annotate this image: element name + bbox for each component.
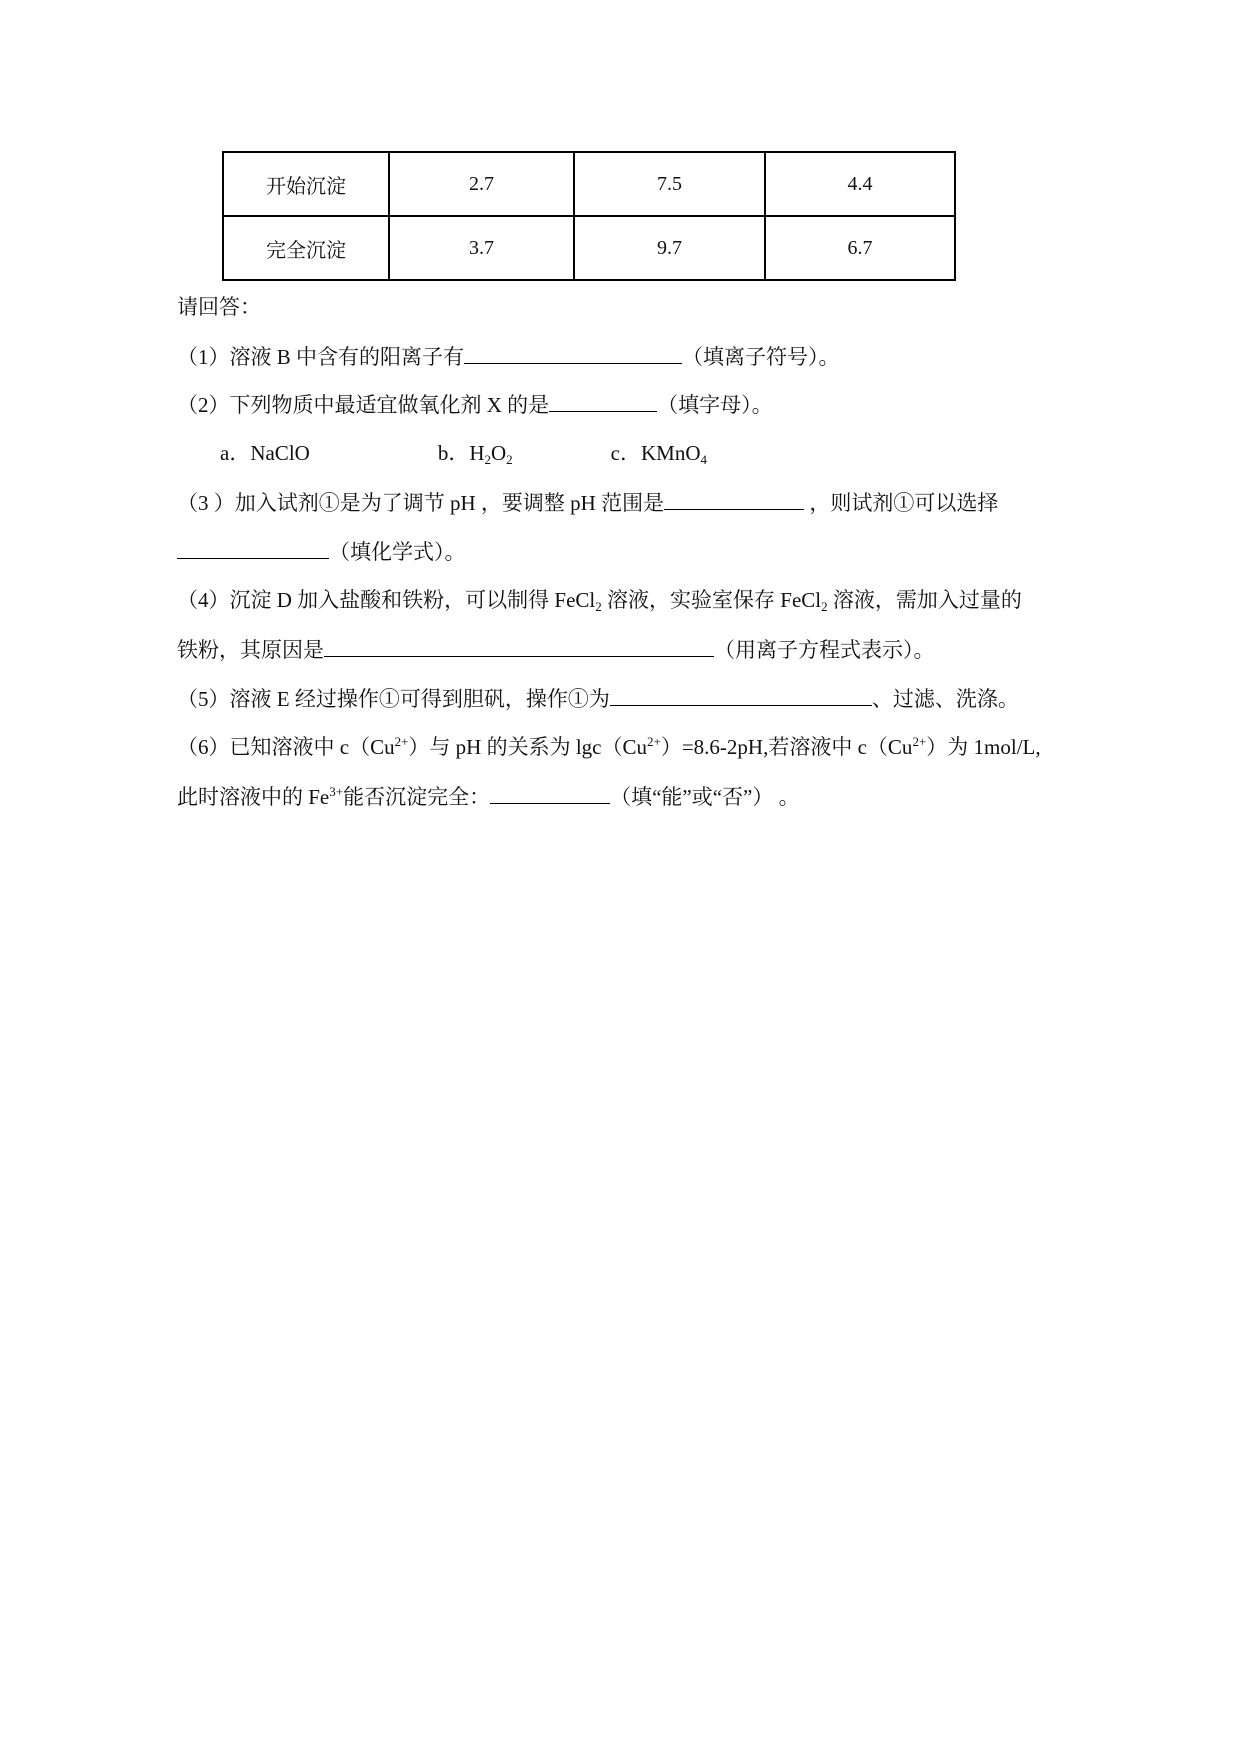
q6-sup-2: 2+ [647, 734, 661, 749]
q5-text: （5）溶液 E 经过操作①可得到胆矾，操作①为 [177, 687, 610, 711]
q1-hint: （填离子符号）。 [682, 345, 840, 369]
q4-subscript: 2 [595, 599, 602, 614]
q3-answer-blank-2[interactable] [177, 536, 329, 559]
q4-text-3: 溶液，需加入过量的 [827, 588, 1022, 612]
question-2-options [220, 438, 707, 468]
q6-text-3: ）=8.6-2pH,若溶液中 c（Cu [660, 735, 913, 759]
table-row [223, 216, 955, 280]
question-1 [177, 341, 840, 372]
q4-text: （4）沉淀 D 加入盐酸和铁粉，可以制得 FeCl [177, 588, 596, 612]
table-cell: 3.7 [389, 216, 574, 280]
question-3-cont [177, 536, 466, 567]
question-6 [177, 732, 1041, 762]
q2-hint: （填字母）。 [657, 393, 773, 417]
question-4 [177, 585, 1022, 615]
table-row [223, 152, 955, 216]
q4-text-2: 溶液，实验室保存 FeCl [601, 588, 822, 612]
table-cell: 9.7 [574, 216, 765, 280]
question-6-cont [177, 781, 800, 812]
q6-sup-3: 2+ [912, 734, 927, 749]
q6-text-5: 此时溶液中的 Fe [177, 785, 330, 809]
table-cell: 2.7 [389, 152, 574, 216]
intro-text [177, 292, 261, 322]
q6-text-4: ）为 1mol/L, [926, 735, 1041, 759]
option-a: a．NaClO [220, 441, 310, 465]
option-c: c．KMnO$_4$ [610, 441, 707, 467]
q2-answer-blank[interactable] [549, 389, 657, 412]
q5-answer-blank[interactable] [610, 683, 872, 706]
q6-answer-blank[interactable] [490, 781, 610, 804]
table-cell: 7.5 [574, 152, 765, 216]
q6-text-2: ）与 pH 的关系为 lgc（Cu [408, 735, 647, 759]
q3-text: （3 ）加入试剂①是为了调节 pH ，要调整 pH 范围是 [177, 491, 665, 515]
q3-text-2: ，则试剂①可以选择 [804, 491, 999, 515]
question-3 [177, 487, 998, 518]
q4-text-4: 铁粉，其原因是 [177, 638, 324, 662]
table-cell-label: 开始沉淀 [223, 152, 389, 216]
question-4-cont [177, 634, 935, 665]
q1-text: （1）溶液 B 中含有的阳离子有 [177, 345, 465, 369]
q1-answer-blank[interactable] [464, 341, 682, 364]
q3-answer-blank-1[interactable] [664, 487, 804, 510]
q4-subscript-2: 2 [821, 599, 828, 614]
q4-hint: （用离子方程式表示）。 [714, 638, 935, 662]
table-cell-label: 完全沉淀 [223, 216, 389, 280]
table-cell: 6.7 [765, 216, 955, 280]
q6-sup: 2+ [394, 734, 409, 749]
q5-text-2: 、过滤、洗涤。 [871, 687, 1019, 711]
q6-text: （6）已知溶液中 c（Cu [177, 735, 395, 759]
table-cell: 4.4 [765, 152, 955, 216]
q6-text-6: 能否沉淀完全： [343, 785, 491, 809]
intro-label: 请回答： [177, 295, 261, 319]
question-2 [177, 389, 773, 420]
q6-sup-4: 3+ [329, 784, 344, 799]
q4-answer-blank[interactable] [324, 634, 714, 657]
option-b: b．$H_2O_2$ [437, 441, 513, 467]
q2-text: （2）下列物质中最适宜做氧化剂 X 的是 [177, 393, 550, 417]
q6-hint: （填“能”或“否”） 。 [610, 785, 800, 809]
q3-hint: （填化学式）。 [329, 540, 466, 564]
question-5 [177, 683, 1019, 714]
precipitation-ph-table [222, 151, 956, 281]
